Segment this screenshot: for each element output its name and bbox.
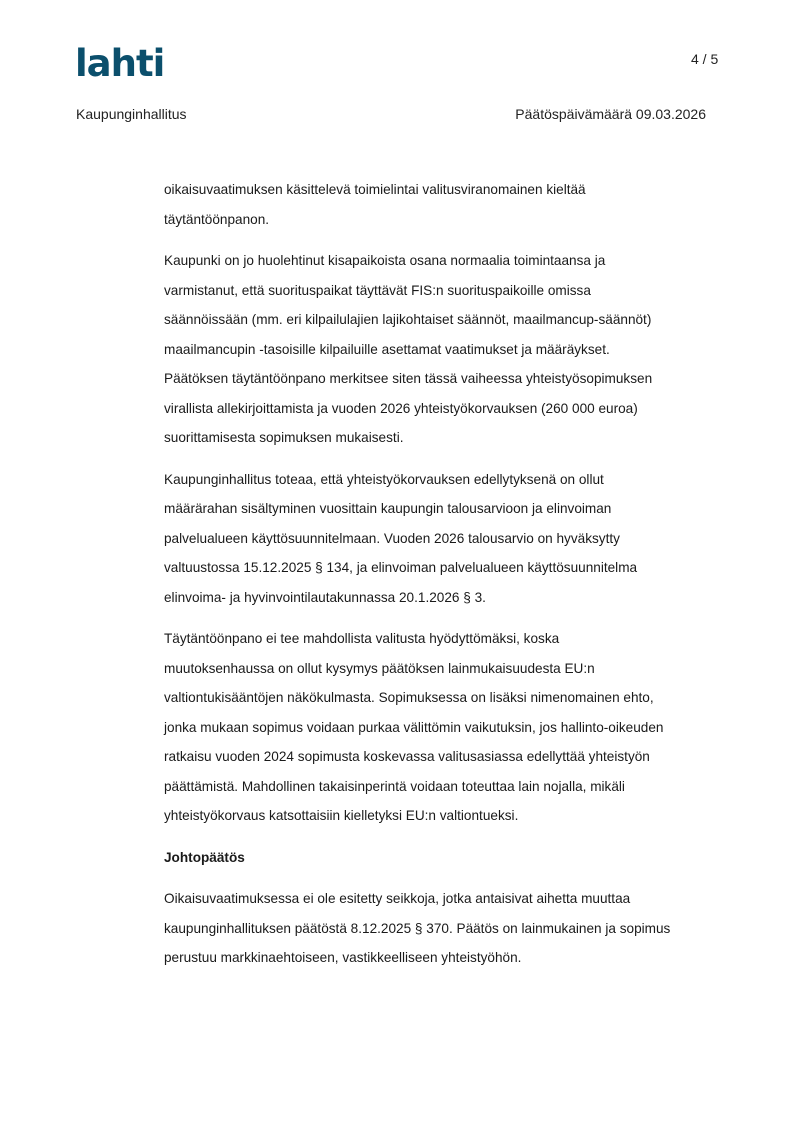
decision-date: Päätöspäivämäärä 09.03.2026 xyxy=(515,106,706,122)
paragraph: Kaupunki on jo huolehtinut kisapaikoista osana normaalia toimintaansa ja varmistanut, että suorituspaikat täyttävät FIS:n suorituspaikoille omissa säännöissään (mm. eri kilpailulajien lajikohtaiset säännöt, maailmancup-säännöt) maailmancupin -tasoisille kilpailuille asettamat vaatimukset ja määräykset. Päätöksen täytäntöönpano merkitsee siten tässä vaiheessa yhteistyösopimuksen virallista allekirjoittamista ja vuoden 2026 yhteistyökorvauksen (260 000 euroa) suorittamisesta sopimuksen mukaisesti. xyxy=(164,253,653,445)
paragraph: oikaisuvaatimuksen käsittelevä toimielintai valitusviranomainen kieltää täytäntöönpanon. xyxy=(164,182,586,227)
paragraph: Täytäntöönpano ei tee mahdollista valitusta hyödyttömäksi, koska muutoksenhaussa on ollut kysymys päätöksen lainmukaisuudesta EU:n valtiontukisääntöjen näkökulmasta. Sopimuksessa on lisäksi nimenomainen ehto, jonka mukaan sopimus voidaan purkaa välittömin vaikutuksin, jos hallinto-oikeuden ratkaisu vuoden 2024 sopimusta koskevassa valitusasiassa edellyttää yhteistyön päättämistä. Mahdollinen takaisinperintä voidaan toteuttaa lain nojalla, mikäli yhteistyökorvaus katsottaisiin kielletyksi EU:n valtiontueksi. xyxy=(164,631,664,823)
page-indicator: 4 / 5 xyxy=(691,51,719,67)
document-body xyxy=(164,175,724,985)
section-heading: Johtopäätös xyxy=(164,849,245,865)
lahti-logo: lahti xyxy=(75,42,165,85)
organization-name: Kaupunginhallitus xyxy=(76,106,187,122)
paragraph: Oikaisuvaatimuksessa ei ole esitetty seikkoja, jotka antaisivat aihetta muuttaa kaupunginhallituksen päätöstä 8.12.2025 § 370. Päätös on lainmukainen ja sopimus perustuu markkinaehtoiseen, vastikkeelliseen yhteistyöhön. xyxy=(164,891,671,965)
paragraph: Kaupunginhallitus toteaa, että yhteistyökorvauksen edellytyksenä on ollut määrärahan sisältyminen vuosittain kaupungin talousarvioon ja elinvoiman palvelualueen käyttösuunnitelmaan. Vuoden 2026 talousarvio on hyväksytty valtuustossa 15.12.2025 § 134, ja elinvoiman palvelualueen käyttösuunnitelma elinvoima- ja hyvinvointilautakunnassa 20.1.2026 § 3. xyxy=(164,471,638,605)
